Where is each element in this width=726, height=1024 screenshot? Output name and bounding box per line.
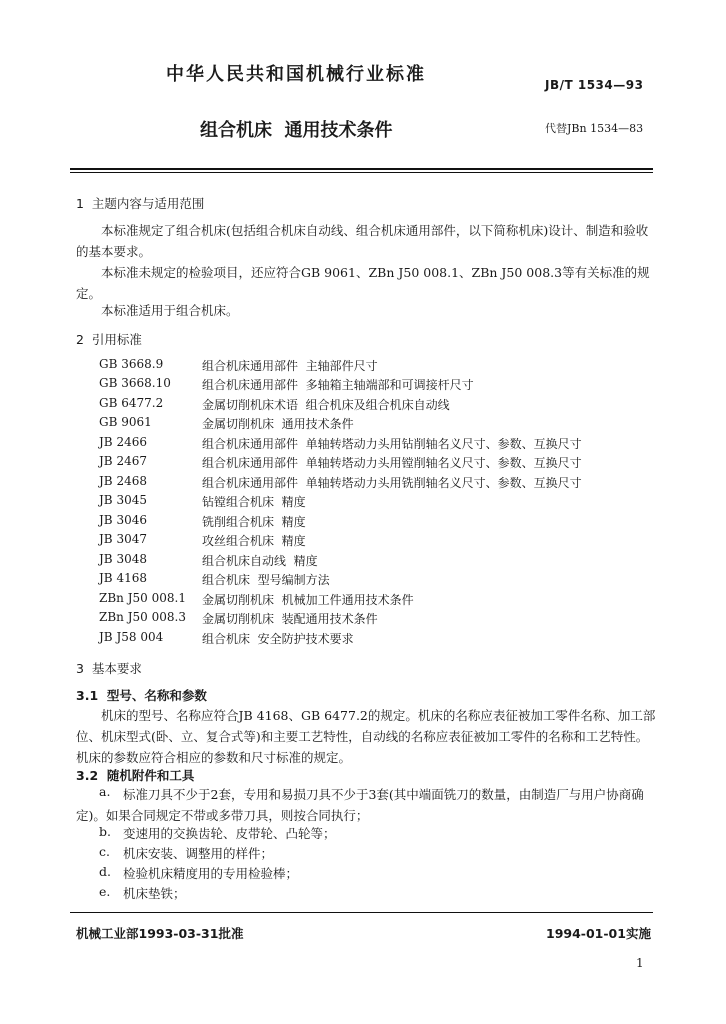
ref-title: 组合机床 安全防护技术要求 [202, 632, 354, 646]
ref-title: 金属切削机床 机械加工件通用技术条件 [202, 593, 414, 607]
ref-code: JB 3046 [99, 513, 147, 527]
ref-code: ZBn J50 008.3 [99, 610, 186, 624]
section-2-heading: 2 引用标准 [76, 332, 142, 347]
ref-code: JB 4168 [99, 571, 147, 585]
item-marker: c. [99, 844, 110, 859]
item-marker: b. [99, 824, 111, 839]
item-text: 标准刀具不少于2套，专用和易损刀具不少于3套(其中端面铣刀的数量，由制造厂与用户协商确定)。如果合同规定不带或多带刀具，则按合同执行； [76, 787, 644, 823]
ref-code: JB 3047 [99, 532, 147, 546]
section-1-paragraph-2: 本标准未规定的检验项目，还应符合GB 9061、ZBn J50 008.1、ZBn J50 008.3等有关标准的规定。 [76, 265, 650, 301]
standard-number: JB/T 1534—93 [545, 78, 644, 92]
item-text: 检验机床精度用的专用检验棒； [123, 866, 299, 881]
header-rule-thin [70, 172, 653, 173]
ref-title: 组合机床 型号编制方法 [202, 573, 330, 587]
effective-date: 1994-01-01实施 [546, 926, 651, 941]
ref-title: 组合机床通用部件 主轴部件尺寸 [202, 359, 378, 373]
ref-title: 金属切削机床 通用技术条件 [202, 417, 354, 431]
ref-title: 组合机床通用部件 单轴转塔动力头用镗削轴名义尺寸、参数、互换尺寸 [202, 456, 582, 470]
page-number: 1 [636, 956, 644, 970]
ref-code: GB 3668.10 [99, 376, 171, 390]
section-1-heading: 1 主题内容与适用范围 [76, 196, 205, 211]
ref-code: GB 3668.9 [99, 357, 164, 371]
ref-title: 组合机床自动线 精度 [202, 554, 318, 568]
subsection-3-1-heading: 3.1 型号、名称和参数 [76, 688, 207, 703]
ref-title: 钻镗组合机床 精度 [202, 495, 306, 509]
item-text: 变速用的交换齿轮、皮带轮、凸轮等； [123, 826, 336, 841]
ref-title: 攻丝组合机床 精度 [202, 534, 306, 548]
issuing-org-title: 中华人民共和国机械行业标准 [166, 64, 426, 85]
item-marker: d. [99, 864, 111, 879]
ref-code: JB 3048 [99, 552, 147, 566]
ref-code: JB 2467 [99, 454, 147, 468]
item-marker: e. [99, 884, 111, 899]
ref-code: JB 3045 [99, 493, 147, 507]
item-text: 机床安装、调整用的样件； [123, 846, 274, 861]
ref-code: ZBn J50 008.1 [99, 591, 186, 605]
document-title: 组合机床 通用技术条件 [200, 120, 393, 141]
approval-line: 机械工业部1993-03-31批准 [76, 926, 244, 941]
ref-title: 组合机床通用部件 多轴箱主轴端部和可调接杆尺寸 [202, 378, 474, 392]
section-1-paragraph-1: 本标准规定了组合机床(包括组合机床自动线、组合机床通用部件，以下简称机床)设计、制造和验收的基本要求。 [76, 223, 649, 259]
ref-code: JB 2466 [99, 435, 147, 449]
ref-title: 组合机床通用部件 单轴转塔动力头用铣削轴名义尺寸、参数、互换尺寸 [202, 476, 582, 490]
section-3-heading: 3 基本要求 [76, 661, 142, 676]
subsection-3-2-heading: 3.2 随机附件和工具 [76, 768, 195, 783]
ref-code: JB J58 004 [99, 630, 164, 644]
ref-title: 组合机床通用部件 单轴转塔动力头用钻削轴名义尺寸、参数、互换尺寸 [202, 437, 582, 451]
section-1-paragraph-3: 本标准适用于组合机床。 [101, 303, 239, 318]
ref-code: JB 2468 [99, 474, 147, 488]
ref-title: 金属切削机床 装配通用技术条件 [202, 612, 378, 626]
header-rule-thick [70, 168, 653, 170]
ref-code: GB 6477.2 [99, 396, 164, 410]
footer-rule [70, 912, 653, 913]
item-marker: a. [99, 784, 111, 799]
ref-title: 金属切削机床术语 组合机床及组合机床自动线 [202, 398, 450, 412]
item-text: 机床垫铁； [123, 886, 186, 901]
ref-title: 铣削组合机床 精度 [202, 515, 306, 529]
replaces-standard: 代替JBn 1534—83 [545, 122, 644, 135]
subsection-3-1-text: 机床的型号、名称应符合JB 4168、GB 6477.2的规定。机床的名称应表征被加工零件名称、加工部位、机床型式(卧、立、复合式等)和主要工艺特性，自动线的名称应表征被加工零件的名称和工艺特性。机床的参数应符合相应的参数和尺寸标准的规定。 [76, 708, 656, 765]
ref-code: GB 9061 [99, 415, 152, 429]
